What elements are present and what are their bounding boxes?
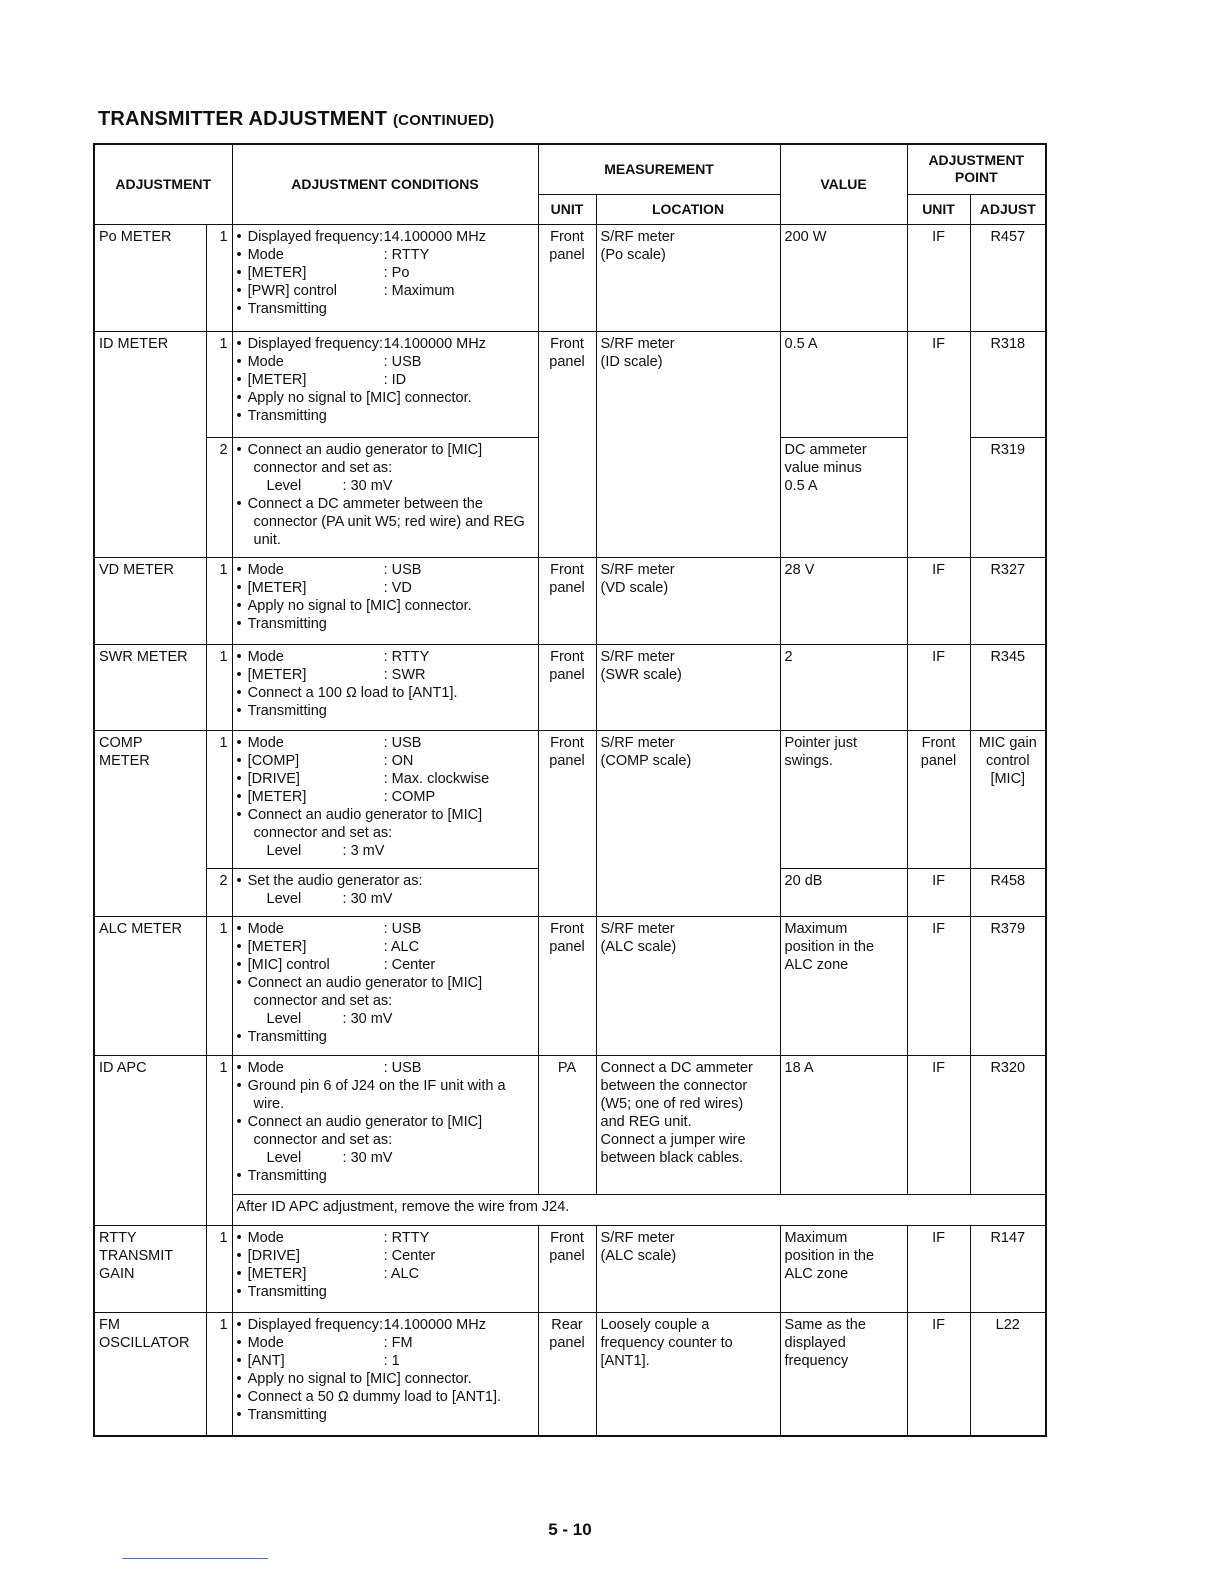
- measurement-unit: Front panel: [538, 557, 596, 644]
- ap-unit-cell: IF: [907, 224, 970, 331]
- table-row: [94, 644, 1046, 730]
- table-row: [94, 224, 1046, 331]
- step-number: 2: [206, 868, 232, 916]
- ap-adjust-cell: R379: [970, 916, 1046, 1055]
- step-number: 1: [206, 916, 232, 1055]
- step-number: 1: [206, 1312, 232, 1436]
- measurement-location: S/RF meter (ALC scale): [596, 1225, 780, 1312]
- ap-unit-cell: IF: [907, 868, 970, 916]
- ap-adjust-cell: R327: [970, 557, 1046, 644]
- table-row: [94, 916, 1046, 1055]
- ap-unit-cell: IF: [907, 1225, 970, 1312]
- ap-unit-cell: IF: [907, 557, 970, 644]
- table-row: [94, 1225, 1046, 1312]
- step-number: 1: [206, 224, 232, 331]
- conditions-cell: • Mode : RTTY • [DRIVE] : Center • [METER] : ALC • Transmitting: [232, 1225, 538, 1312]
- step-number: 1: [206, 557, 232, 644]
- measurement-unit: Front panel: [538, 730, 596, 916]
- header-unit: UNIT: [538, 194, 596, 224]
- value-cell: Maximum position in the ALC zone: [780, 916, 907, 1055]
- ap-adjust-cell: R345: [970, 644, 1046, 730]
- header-ap-adjust: ADJUST: [970, 194, 1046, 224]
- ap-adjust-cell: R320: [970, 1055, 1046, 1194]
- adjustment-name: COMP METER: [94, 730, 206, 916]
- measurement-location: S/RF meter (ID scale): [596, 331, 780, 557]
- page-title-sub: (CONTINUED): [392, 112, 495, 129]
- value-cell: 0.5 A: [780, 331, 907, 437]
- measurement-unit: PA: [538, 1055, 596, 1194]
- ap-adjust-cell: R319: [970, 437, 1046, 557]
- measurement-unit: Rear panel: [538, 1312, 596, 1436]
- measurement-unit: Front panel: [538, 916, 596, 1055]
- header-value: VALUE: [780, 144, 907, 224]
- adjustment-name: ALC METER: [94, 916, 206, 1055]
- table-row: [94, 1055, 1046, 1194]
- header-row: [94, 144, 1046, 194]
- step-number: 1: [206, 730, 232, 868]
- value-cell: Pointer just swings.: [780, 730, 907, 868]
- conditions-cell: • Mode : USB • Ground pin 6 of J24 on the IF unit with a wire. • Connect an audio generator to [MIC] connector and set as: Level : 30 mV • Transmitting: [232, 1055, 538, 1194]
- table-row: [94, 331, 1046, 437]
- measurement-location: S/RF meter (COMP scale): [596, 730, 780, 916]
- ap-adjust-cell: MIC gain control [MIC]: [970, 730, 1046, 868]
- ap-unit-cell: IF: [907, 1312, 970, 1436]
- conditions-cell: • Displayed frequency:14.100000 MHz • Mode : FM • [ANT] : 1 • Apply no signal to [MIC] connector. • Connect a 50 Ω dummy load to [ANT1]. • Transmitting: [232, 1312, 538, 1436]
- ap-adjust-cell: R457: [970, 224, 1046, 331]
- measurement-unit: Front panel: [538, 644, 596, 730]
- bottom-rule: [122, 1558, 268, 1559]
- conditions-cell: • Set the audio generator as: Level : 30 mV: [232, 868, 538, 916]
- page-title-main: TRANSMITTER ADJUSTMENT: [98, 108, 388, 130]
- header-location: LOCATION: [596, 194, 780, 224]
- step-number: 1: [206, 644, 232, 730]
- measurement-unit: Front panel: [538, 1225, 596, 1312]
- ap-adjust-cell: L22: [970, 1312, 1046, 1436]
- adjustment-name: RTTY TRANSMIT GAIN: [94, 1225, 206, 1312]
- ap-unit-cell: IF: [907, 331, 970, 557]
- conditions-cell: • Mode : USB • [METER] : ALC • [MIC] control : Center • Connect an audio generator to [MIC] connector and set as: Level : 30 mV • Transmitting: [232, 916, 538, 1055]
- ap-unit-cell: IF: [907, 644, 970, 730]
- ap-unit-cell: IF: [907, 916, 970, 1055]
- value-cell: 20 dB: [780, 868, 907, 916]
- page-title: [98, 108, 494, 131]
- adjustment-name: VD METER: [94, 557, 206, 644]
- header-measurement: MEASUREMENT: [538, 144, 780, 194]
- value-cell: 200 W: [780, 224, 907, 331]
- ap-unit-cell: IF: [907, 1055, 970, 1194]
- adjustment-name: Po METER: [94, 224, 206, 331]
- measurement-location: S/RF meter (Po scale): [596, 224, 780, 331]
- step-number: 2: [206, 437, 232, 557]
- step-number: 1: [206, 1225, 232, 1312]
- measurement-location: Loosely couple a frequency counter to [ANT1].: [596, 1312, 780, 1436]
- value-cell: 2: [780, 644, 907, 730]
- adjustment-name: FM OSCILLATOR: [94, 1312, 206, 1436]
- conditions-cell: • Mode : USB • [COMP] : ON • [DRIVE] : Max. clockwise • [METER] : COMP • Connect an audio generator to [MIC] connector and set as: Level : 3 mV: [232, 730, 538, 868]
- value-cell: Same as the displayed frequency: [780, 1312, 907, 1436]
- apc-note: After ID APC adjustment, remove the wire from J24.: [232, 1194, 1046, 1225]
- adjustment-table: [93, 143, 1047, 1437]
- table-row: [94, 730, 1046, 868]
- header-adjustment: ADJUSTMENT: [94, 144, 232, 224]
- ap-adjust-cell: R458: [970, 868, 1046, 916]
- step-number: 1: [206, 1055, 232, 1225]
- measurement-unit: Front panel: [538, 224, 596, 331]
- conditions-cell: • Displayed frequency:14.100000 MHz • Mode : USB • [METER] : ID • Apply no signal to [MIC] connector. • Transmitting: [232, 331, 538, 437]
- measurement-location: Connect a DC ammeter between the connector (W5; one of red wires) and REG unit. Connect a jumper wire between black cables.: [596, 1055, 780, 1194]
- measurement-location: S/RF meter (ALC scale): [596, 916, 780, 1055]
- value-cell: Maximum position in the ALC zone: [780, 1225, 907, 1312]
- conditions-cell: • Mode : RTTY • [METER] : SWR • Connect a 100 Ω load to [ANT1]. • Transmitting: [232, 644, 538, 730]
- adjustment-name: ID METER: [94, 331, 206, 557]
- table-row: [94, 557, 1046, 644]
- measurement-location: S/RF meter (VD scale): [596, 557, 780, 644]
- ap-adjust-cell: R147: [970, 1225, 1046, 1312]
- adjustment-name: SWR METER: [94, 644, 206, 730]
- value-cell: 18 A: [780, 1055, 907, 1194]
- header-ap-unit: UNIT: [907, 194, 970, 224]
- measurement-unit: Front panel: [538, 331, 596, 557]
- ap-unit-cell: Front panel: [907, 730, 970, 868]
- measurement-location: S/RF meter (SWR scale): [596, 644, 780, 730]
- conditions-cell: • Displayed frequency:14.100000 MHz • Mode : RTTY • [METER] : Po • [PWR] control : Maximum • Transmitting: [232, 224, 538, 331]
- table-row: [94, 1312, 1046, 1436]
- value-cell: 28 V: [780, 557, 907, 644]
- page-number: 5 - 10: [548, 1520, 592, 1539]
- conditions-cell: • Connect an audio generator to [MIC] connector and set as: Level : 30 mV • Connect a DC ammeter between the connector (PA unit W5; red wire) and REG unit.: [232, 437, 538, 557]
- step-number: 1: [206, 331, 232, 437]
- header-conditions: ADJUSTMENT CONDITIONS: [232, 144, 538, 224]
- ap-adjust-cell: R318: [970, 331, 1046, 437]
- adjustment-name: ID APC: [94, 1055, 206, 1225]
- value-cell: DC ammeter value minus 0.5 A: [780, 437, 907, 557]
- table-row-note: [94, 1194, 1046, 1225]
- header-adjustment-point: ADJUSTMENT POINT: [907, 144, 1046, 194]
- conditions-cell: • Mode : USB • [METER] : VD • Apply no signal to [MIC] connector. • Transmitting: [232, 557, 538, 644]
